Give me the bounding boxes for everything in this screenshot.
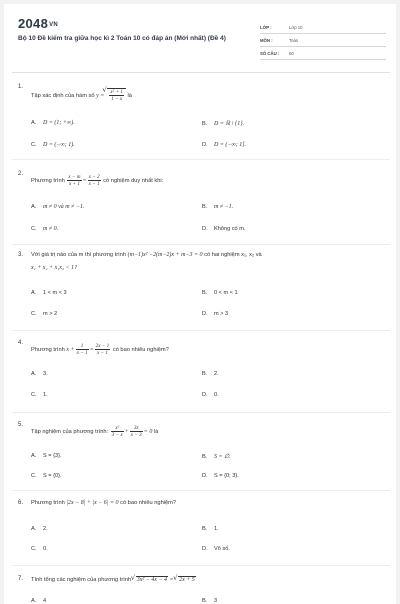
question-divider: [12, 565, 390, 566]
option-c[interactable]: C. D = (−∞; 1).: [31, 142, 75, 148]
meta-table: [260, 21, 386, 60]
option-b[interactable]: B. D = ℝ \ {1}.: [202, 121, 245, 127]
option-a[interactable]: A. S = {3}.: [31, 453, 62, 459]
header-divider: [12, 72, 390, 73]
question-text-line2: x₁ + x₂ + x₁x₂ < 1?: [31, 265, 78, 271]
option-b[interactable]: B. 0 < m < 1: [202, 290, 238, 296]
meta-value: Toán: [289, 37, 299, 43]
question-divider: [12, 412, 390, 413]
question-number: 4.: [18, 340, 24, 346]
question-divider: [12, 490, 390, 491]
option-a[interactable]: A. 3.: [31, 371, 48, 377]
question-text: Với giá trị nào của m thì phương trình (m−1)x² −2(m−2)x + m−3 = 0 có hai nghiệm x₁, x₂ và: [31, 252, 262, 258]
question-divider: [12, 159, 390, 160]
question-number: 2.: [18, 171, 24, 177]
option-c[interactable]: C. 1.: [31, 392, 48, 398]
question-text: Tập nghiệm của phương trình: $\frac{\text{x²}}{3 - x}$ + $\frac{3x}{x - 3}$ = 0 là: [31, 425, 159, 438]
meta-value: Lớp 10: [289, 24, 303, 30]
question-text: Phương trình |2x − 8| + |x − 6| = 0 có bao nhiêu nghiệm?: [31, 500, 177, 506]
question-number: 5.: [18, 422, 24, 428]
option-c[interactable]: C. S = {0}.: [31, 473, 62, 479]
option-a[interactable]: A. 4: [31, 598, 47, 604]
question-text: Tính tổng các nghiệm của phương trình √ 3x² − 4x − 4 = √ 2x + 5: [31, 576, 376, 584]
option-d[interactable]: D. m > 3: [202, 311, 229, 317]
document-title: Bộ 10 Đề kiểm tra giữa học kì 2 Toán 10 có đáp án (Mới nhất) (Đề 4): [18, 35, 226, 42]
option-b[interactable]: B. m ≠ −1.: [202, 204, 234, 210]
meta-key: LỚP :: [260, 24, 272, 30]
option-c[interactable]: C. m > 2: [31, 311, 58, 317]
meta-row-count: [260, 47, 386, 60]
option-d[interactable]: D. 0.: [202, 392, 219, 398]
question-number: 3.: [18, 252, 24, 258]
option-a[interactable]: A. m ≠ 0 và m ≠ −1.: [31, 204, 85, 210]
option-b[interactable]: B. 1.: [202, 526, 219, 532]
option-a[interactable]: A. 1 < m < 3: [31, 290, 67, 296]
question-number: 7.: [18, 576, 24, 582]
question-number: 6.: [18, 500, 24, 506]
option-b[interactable]: B. S = ∅.: [202, 454, 231, 460]
option-b[interactable]: B. 2.: [202, 371, 219, 377]
option-c[interactable]: C. m ≠ 0.: [31, 226, 59, 232]
option-d[interactable]: D. D = (−∞; 1].: [202, 142, 247, 148]
document-header: [18, 16, 386, 64]
option-b[interactable]: B. 3: [202, 598, 218, 604]
question-number: 1.: [18, 84, 24, 90]
option-d[interactable]: D. Không có m.: [202, 226, 246, 232]
question-text: Phương trình $\frac{x - m}{x + 1}$ = $\frac{x - 2}{x - 1}$ có nghiệm duy nhất khi:: [31, 174, 164, 187]
question-divider: [12, 330, 390, 331]
option-a[interactable]: A. 2.: [31, 526, 48, 532]
question-text: Phương trình x + $\frac{1}{x - 1}$ = $\frac{2x - 1}{x - 1}$ có bao nhiêu nghiệm?: [31, 343, 169, 356]
option-c[interactable]: C. 0.: [31, 546, 48, 552]
meta-row-class: [260, 21, 386, 34]
meta-key: SỐ CÂU :: [260, 50, 280, 56]
meta-key: MÔN :: [260, 37, 273, 43]
option-a[interactable]: A. D = (1; +∞).: [31, 120, 75, 126]
site-logo[interactable]: 2048VN: [18, 16, 59, 31]
option-d[interactable]: D. S = {0; 3}.: [202, 473, 239, 479]
option-d[interactable]: D. Vô số.: [202, 546, 230, 552]
document-page: [4, 4, 396, 604]
meta-value: 50: [289, 50, 294, 56]
question-text: Tập xác định của hàm số y = √ $\frac{\text{x² + 1}}{1 - x}$ là: [31, 88, 376, 102]
meta-row-subject: [260, 34, 386, 47]
question-divider: [12, 244, 390, 245]
